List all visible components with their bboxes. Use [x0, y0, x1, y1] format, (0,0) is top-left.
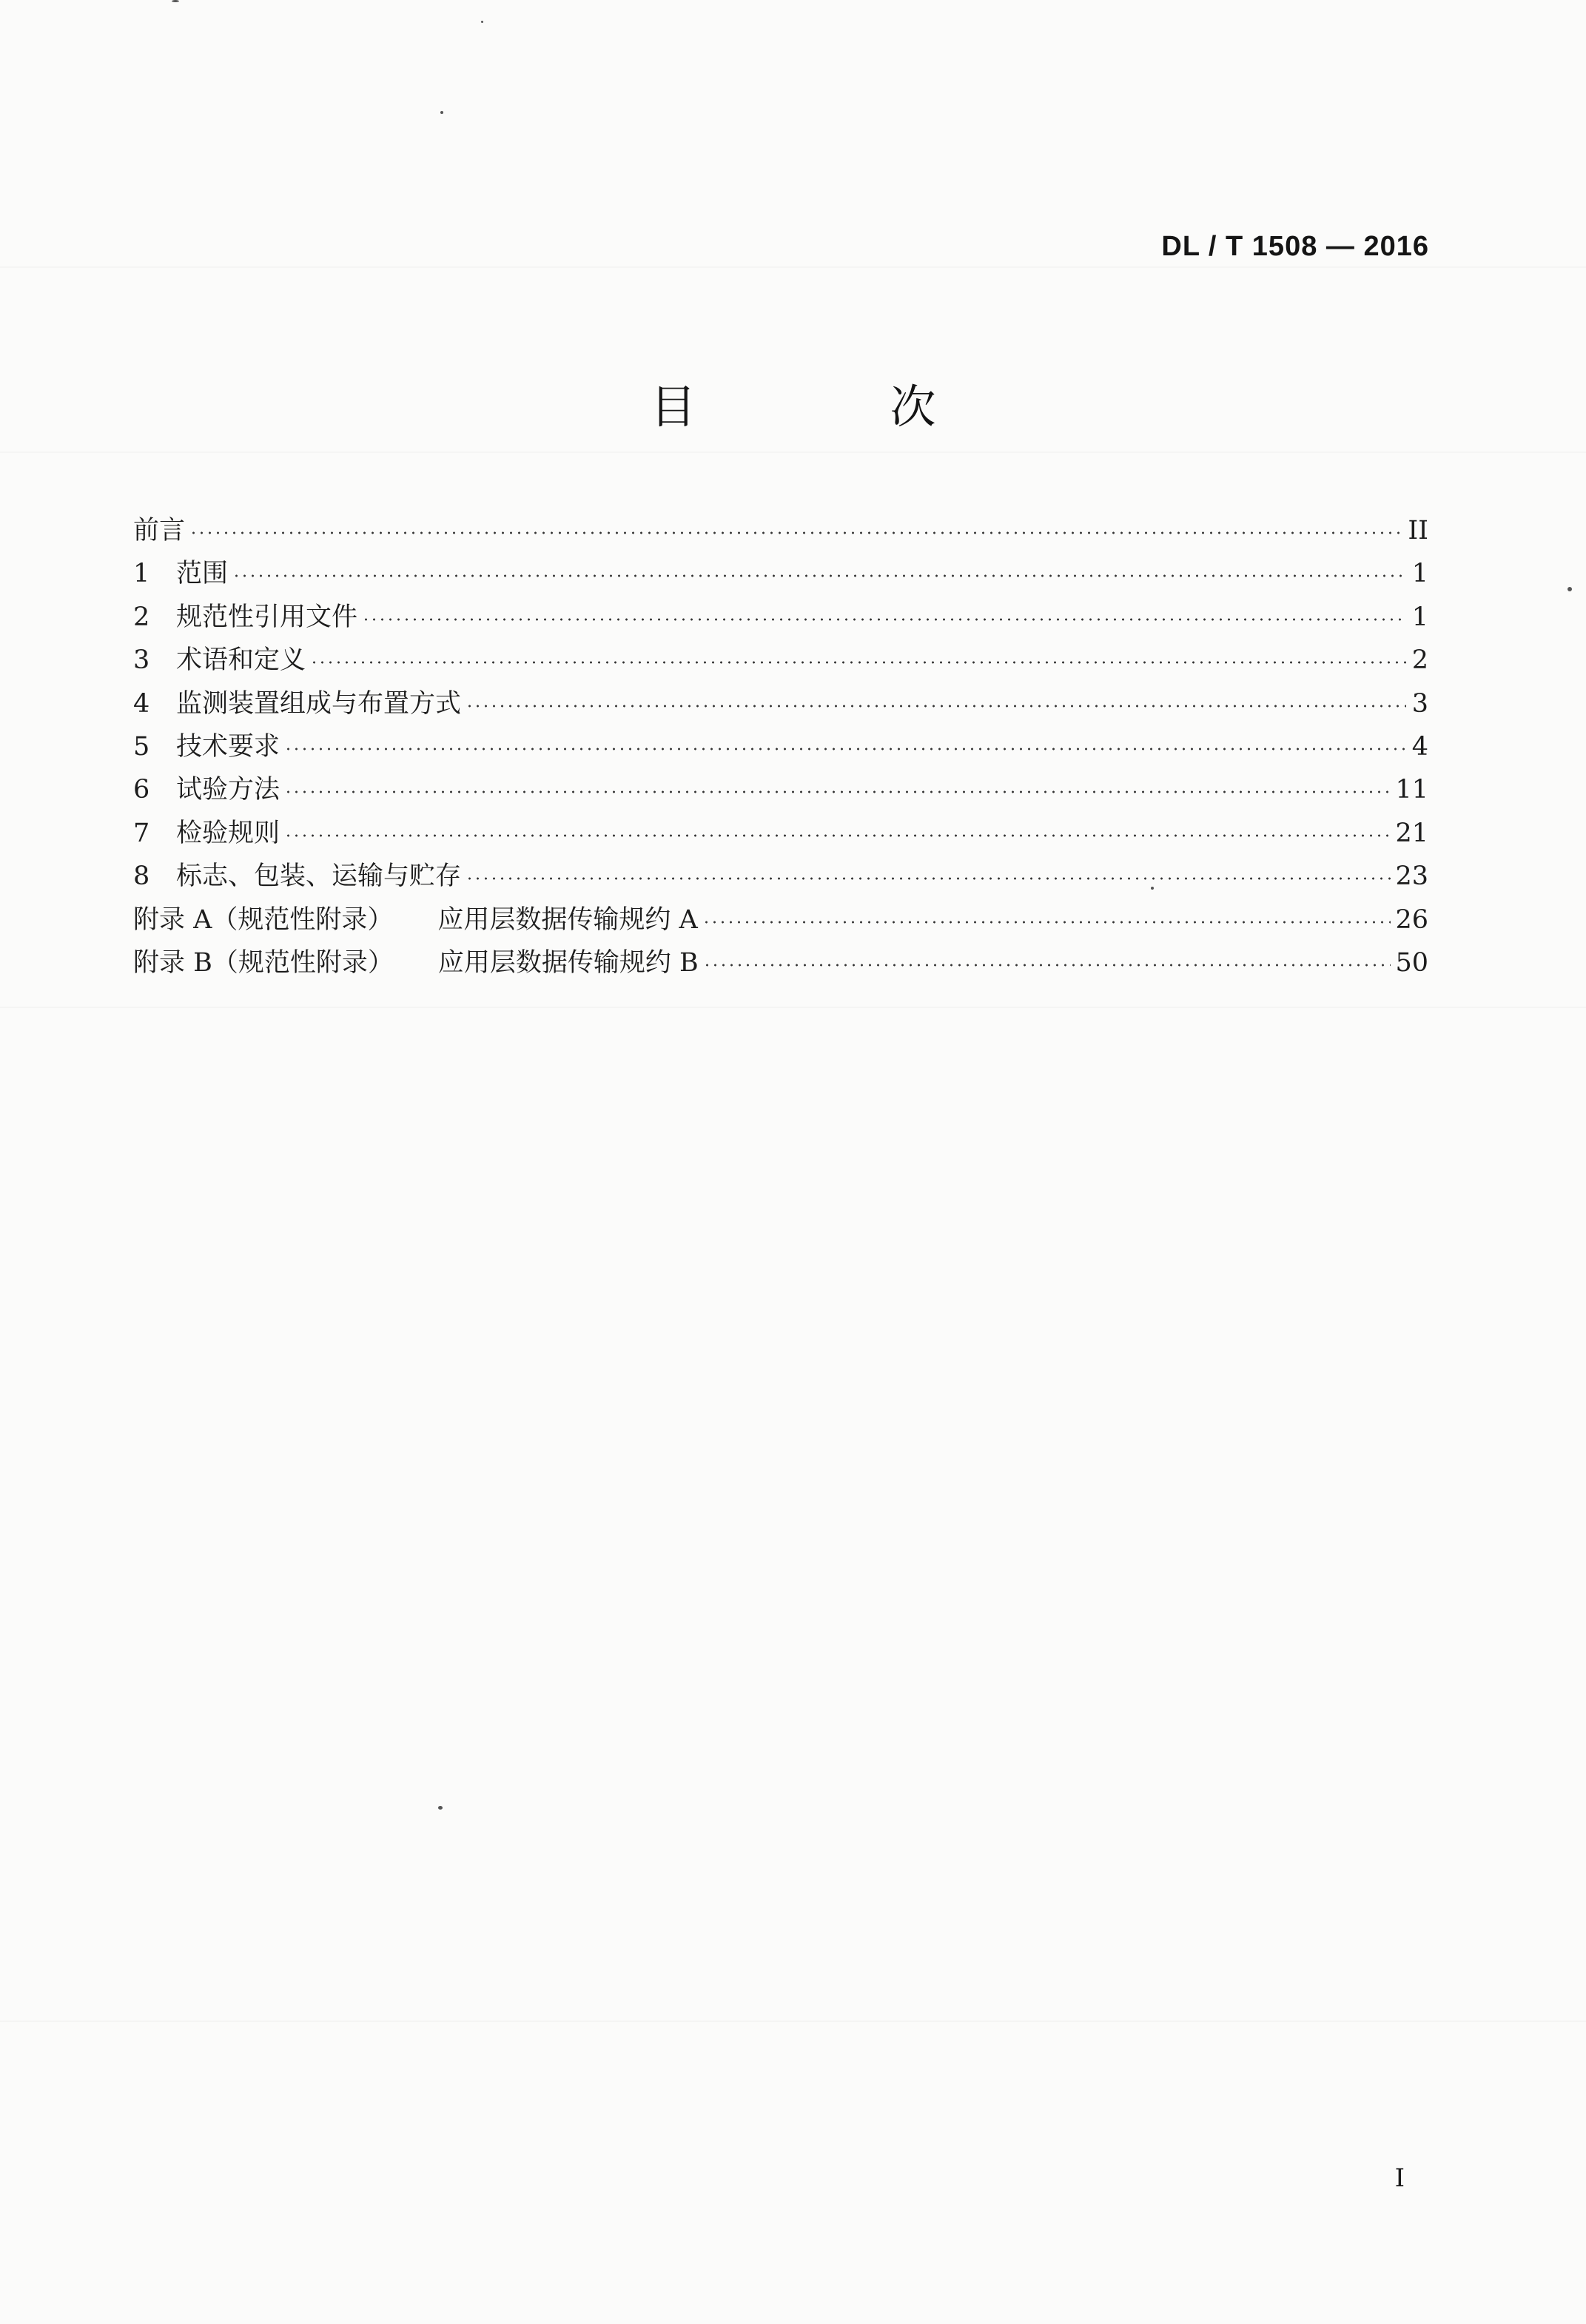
toc-title: 目 次 [650, 380, 1010, 434]
toc-entry-title: 前言 [133, 516, 186, 545]
dot-leader [310, 661, 1406, 664]
toc-entry-1[interactable] [133, 552, 1428, 595]
toc-entry-title: 标志、包装、运输与贮存 [176, 862, 462, 892]
table-of-contents [133, 509, 1428, 984]
toc-entry-page: 1 [1411, 602, 1428, 632]
scan-speck [440, 111, 443, 114]
toc-entry-title: 术语和定义 [176, 645, 306, 676]
scan-speck [481, 21, 483, 23]
toc-entry-page: 21 [1395, 818, 1428, 848]
toc-entry-title: 监测装置组成与布置方式 [176, 688, 462, 719]
toc-entry-number: 2 [133, 602, 150, 632]
scan-speck [438, 1806, 443, 1810]
toc-entry-number: 4 [133, 688, 150, 719]
toc-entry-7[interactable] [133, 812, 1428, 855]
scan-band [0, 451, 1586, 453]
toc-entry-number: 7 [133, 818, 150, 848]
toc-entry-number: 8 [133, 862, 150, 892]
toc-entry-title: 范围 [176, 559, 229, 589]
toc-entry-title: 附录 A（规范性附录） [133, 904, 394, 935]
toc-entry-title: 附录 B（规范性附录） [133, 947, 394, 978]
toc-entry-page: 50 [1395, 947, 1428, 978]
toc-entry-title: 技术要求 [176, 731, 280, 762]
toc-entry-6[interactable] [133, 768, 1428, 811]
toc-entry-subtitle: 应用层数据传输规约 A [437, 904, 698, 935]
toc-entry-page: 4 [1411, 731, 1428, 762]
toc-entry-appendix-a[interactable] [133, 899, 1428, 941]
scan-band [0, 1007, 1586, 1008]
toc-entry-page: II [1408, 516, 1428, 545]
scan-band [0, 266, 1586, 268]
scan-speck [1567, 587, 1572, 591]
dot-leader [284, 748, 1406, 750]
toc-entry-4[interactable] [133, 682, 1428, 725]
toc-entry-number: 3 [133, 645, 150, 676]
dot-leader [284, 790, 1391, 793]
toc-entry-3[interactable] [133, 639, 1428, 682]
dot-leader [232, 574, 1406, 577]
toc-entry-appendix-b[interactable] [133, 941, 1428, 984]
toc-entry-title: 检验规则 [176, 818, 280, 848]
dot-leader [362, 618, 1406, 621]
toc-entry-8[interactable] [133, 855, 1428, 898]
toc-entry-title: 规范性引用文件 [176, 602, 358, 632]
toc-entry-subtitle: 应用层数据传输规约 B [437, 947, 699, 978]
dot-leader [466, 705, 1406, 708]
dot-leader [189, 531, 1403, 534]
toc-entry-title: 试验方法 [176, 775, 280, 805]
standard-code: DL / T 1508 — 2016 [1161, 231, 1429, 262]
scan-band [0, 2021, 1586, 2022]
scan-speck [172, 0, 179, 2]
toc-entry-5[interactable] [133, 725, 1428, 768]
toc-entry-number: 6 [133, 775, 150, 805]
toc-entry-2[interactable] [133, 596, 1428, 639]
toc-entry-number: 5 [133, 731, 150, 762]
dot-leader [703, 964, 1391, 967]
toc-entry-page: 1 [1411, 559, 1428, 589]
dot-leader [284, 834, 1391, 837]
toc-entry-number: 1 [133, 559, 150, 589]
toc-entry-page: 3 [1411, 688, 1428, 719]
toc-entry-page: 26 [1395, 904, 1428, 935]
toc-entry-page: 2 [1411, 645, 1428, 676]
toc-entry-page: 23 [1395, 862, 1428, 892]
toc-entry-page: 11 [1395, 775, 1428, 805]
toc-entry-preface[interactable] [133, 509, 1428, 552]
dot-leader [702, 921, 1391, 924]
dot-leader [466, 877, 1391, 880]
page-number: I [1394, 2163, 1405, 2193]
